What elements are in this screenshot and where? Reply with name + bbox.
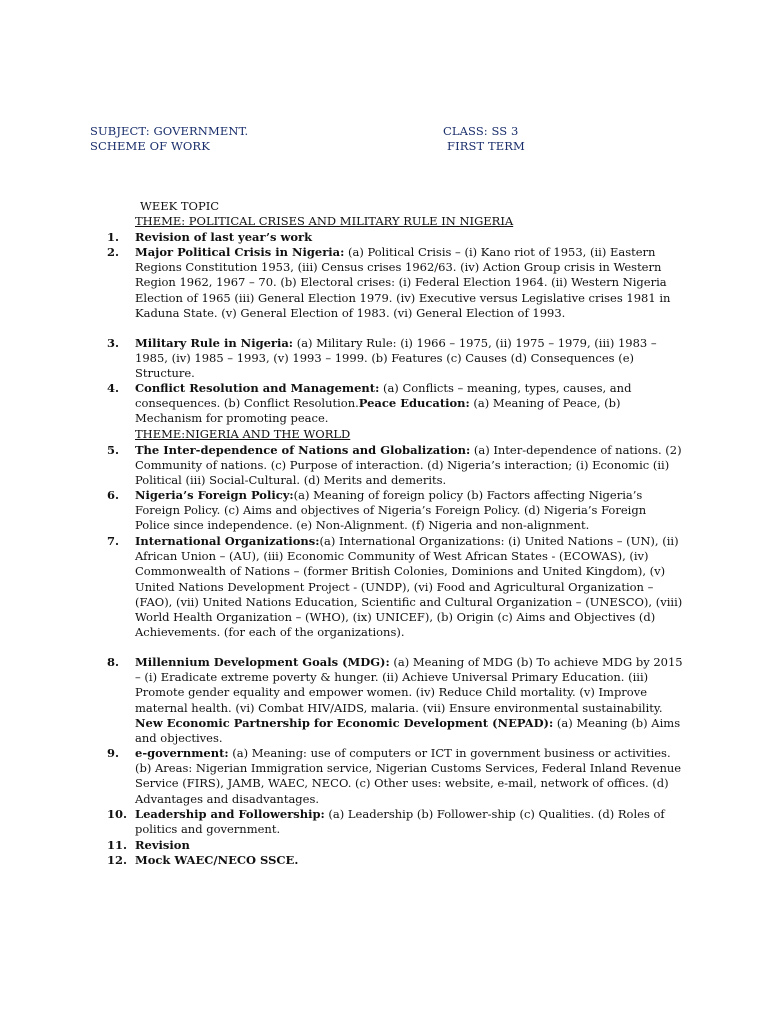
item-title-secondary: New Economic Partnership for Economic Development (NEPAD): (135, 715, 554, 730)
item-text: (a) Leadership (b) Follower-ship (c) Qualities. (d) Roles of politics and government. (135, 807, 665, 837)
item-title: Major Political Crisis in Nigeria: (135, 245, 345, 259)
item-number: 12. (107, 853, 128, 867)
item-number: 4. (107, 381, 120, 395)
item-title: Mock WAEC/NECO SSCE. (135, 853, 299, 867)
item-title: Military Rule in Nigeria: (135, 336, 294, 350)
item-title: e-government: (135, 746, 229, 760)
item-title: International Organizations: (135, 534, 320, 548)
item-number: 7. (107, 534, 120, 548)
item-text: (a) Meaning: use of computers or ICT in government business or activities. (b) Areas: Nigerian Immigration service, Nigerian Customs Services, Federal Inland Revenue Service (FIRS), JAMB, WAEC, NECO. (c) Other uses: website, e-mail, network of offices. (d) Advantages and disadvantages. (135, 746, 682, 806)
class-label: CLASS: SS 3 (443, 124, 519, 138)
subject-label: SUBJECT: GOVERNMENT. (90, 124, 249, 138)
scheme-label: SCHEME OF WORK (90, 139, 210, 153)
list-item-8 (107, 655, 683, 746)
list-item-11 (107, 838, 683, 853)
item-title: Revision (135, 838, 190, 852)
list-item-3 (107, 336, 683, 382)
item-text: (a) International Organizations: (i) United Nations – (UN), (ii) African Union – (AU), (iii) Economic Community of West African States - (ECOWAS), (iv) Commonwealth of Nations – (former British Colonies, Dominions and United Kingdom), (v) United Nations Development Project - (UNDP), (vi) Food and Agricultural Organization – (FAO), (vii) United Nations Education, Scientific and Cultural Organization – (UNESCO), (viii) World Health Organization – (WHO), (ix) UNICEF), (b) Origin (c) Aims and Objectives (d) Achievements. (for each of the organizations). (135, 534, 683, 640)
item-number: 11. (107, 838, 128, 852)
list-item-12 (107, 853, 683, 868)
item-text: (a) Conflicts – meaning, types, causes, and consequences. (b) Conflict Resolution. (135, 381, 632, 411)
list-item-6 (107, 488, 683, 534)
item-number: 2. (107, 245, 120, 259)
list-item-5 (107, 443, 683, 489)
item-number: 10. (107, 807, 128, 821)
theme-heading-world: THEME:NIGERIA AND THE WORLD (135, 427, 351, 441)
week-topic-heading: WEEK TOPIC (140, 199, 220, 213)
item-title: The Inter-dependence of Nations and Globalization: (135, 443, 471, 457)
item-text: (a) Military Rule: (i) 1966 – 1975, (ii) 1975 – 1979, (iii) 1983 – 1985, (iv) 1985 – 1993, (v) 1993 – 1999. (b) Features (c) Causes (d) Consequences (e) Structure. (135, 336, 657, 381)
item-number: 3. (107, 336, 120, 350)
term-label: FIRST TERM (447, 139, 525, 153)
item-number: 1. (107, 230, 120, 244)
list-item-7 (107, 534, 683, 640)
item-number: 9. (107, 746, 120, 760)
item-title: Nigeria’s Foreign Policy: (135, 488, 294, 502)
list-item-1 (107, 230, 683, 245)
item-number: 8. (107, 655, 120, 669)
item-text: (a) Meaning of foreign policy (b) Factors affecting Nigeria’s Foreign Policy. (c) Aims and objectives of Nigeria’s Foreign Policy. (d) Nigeria’s Foreign Police since independence. (e) Non-Alignment. (f) Nigeria and non-alignment. (135, 488, 647, 533)
item-title-secondary: Peace Education: (358, 396, 470, 411)
item-number: 5. (107, 443, 120, 457)
item-text-secondary: (a) Meaning (b) Aims and objectives. (135, 715, 681, 746)
list-item-9 (107, 746, 683, 807)
item-title: Revision of last year’s work (135, 230, 313, 244)
theme-heading-political: THEME: POLITICAL CRISES AND MILITARY RULE IN NIGERIA (135, 214, 514, 228)
item-text: (a) Meaning of MDG (b) To achieve MDG by 2015 – (i) Eradicate extreme poverty & hunger. (ii) Achieve Universal Primary Education. (iii) Promote gender equality and empower women. (iv) Reduce Child mortality. (v) Improve maternal health. (vi) Combat HIV/AIDS, malaria. (vii) Ensure environmental sustainability. (135, 655, 683, 715)
item-title: Millennium Development Goals (MDG): (135, 655, 390, 669)
list-item-4 (107, 381, 683, 427)
item-number: 6. (107, 488, 120, 502)
item-text-secondary: (a) Meaning of Peace, (b) Mechanism for promoting peace. (135, 396, 621, 426)
list-item-2 (107, 245, 683, 321)
item-title: Conflict Resolution and Management: (135, 381, 380, 395)
item-text: (a) Inter-dependence of nations. (2) Community of nations. (c) Purpose of interaction. (d) Nigeria’s interaction; (i) Economic (ii) Political (iii) Social-Cultural. (d) Merits and demerits. (135, 443, 682, 488)
list-item-10 (107, 807, 683, 837)
item-text: (a) Political Crisis – (i) Kano riot of 1953, (ii) Eastern Regions Constitution 1953, (iii) Census crises 1962/63. (iv) Action Group crisis in Western Region 1962, 1967 – 70. (b) Electoral crises: (i) Federal Election 1964. (ii) Western Nigeria Election of 1965 (iii) General Election 1979. (iv) Executive versus Legislative crises 1981 in Kaduna State. (v) General Election of 1983. (vi) General Election of 1993. (135, 245, 671, 320)
item-title: Leadership and Followership: (135, 807, 325, 821)
